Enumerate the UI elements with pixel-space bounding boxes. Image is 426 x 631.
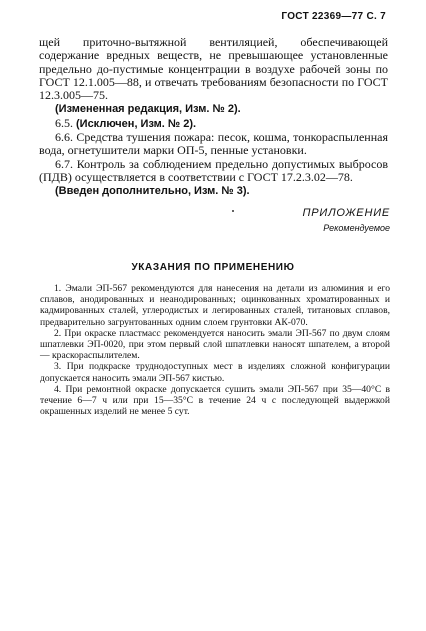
amendment-note — [39, 102, 388, 116]
addition-note — [39, 184, 388, 198]
main-text — [39, 36, 388, 199]
appendix-subtitle: Рекомендуемое — [323, 223, 390, 233]
paragraph-continuation: щей приточно-вытяжной вентиляцией, обеспечивающей содержание вредных веществ, не превышающее установленные предельно до-пустимые концентрации в воздухе рабочей зоны по ГОСТ 12.1.005—88, и отвечать требованиям безопасности по ГОСТ 12.3.005—75. — [39, 35, 388, 103]
instruction-item: 2. При окраске пластмасс рекомендуется наносить эмали ЭП-567 по двум слоям шпатлевки ЭП-0020, при этом первый слой шпатлевки наносят шпателем, а второй — краскораспылителем. — [40, 327, 390, 362]
appendix-title: ПРИЛОЖЕНИЕ — [302, 207, 390, 219]
clause-6-5-text: (Исключен, Изм. № 2). — [76, 117, 197, 130]
instructions-list — [40, 283, 390, 417]
section-title: УКАЗАНИЯ ПО ПРИМЕНЕНИЮ — [131, 262, 295, 273]
clause-6-5 — [39, 117, 388, 131]
clause-6-7: 6.7. Контроль за соблюдением предельно допустимых выбросов (ПДВ) осуществляется в соответствии с ГОСТ 17.2.3.02—78. — [39, 156, 388, 184]
instruction-item: 4. При ремонтной окраске допускается сушить эмали ЭП-567 при 35—40°С в течение 6—7 ч или при 15—35°С в течение 24 ч с последующей выдержкой окрашенных изделий не менее 5 сут. — [40, 383, 390, 418]
amendment-note-text: (Измененная редакция, Изм. № 2). — [55, 103, 241, 116]
instruction-item: 1. Эмали ЭП-567 рекомендуются для нанесения на детали из алюминия и его сплавов, анодированных и неанодированных; оцинкованных хроматированных и кадмированных сталей, углеродистых и легированных сталей, титановых сплавов, предварительно загрунтованных одним слоем грунтовки АК-070. — [40, 283, 390, 328]
page-header: ГОСТ 22369—77 С. 7 — [281, 11, 386, 22]
clause-6-5-number: 6.5. — [55, 115, 73, 130]
addition-note-text: (Введен дополнительно, Изм. № 3). — [55, 185, 250, 198]
clause-6-6: 6.6. Средства тушения пожара: песок, кошма, тонкораспыленная вода, огнетушители марки ОП-5, пенные установки. — [39, 130, 388, 158]
instruction-item: 3. При подкраске труднодоступных мест в изделиях сложной конфигурации допускается наносить эмали ЭП-567 кистью. — [40, 361, 390, 384]
appendix-heading — [303, 207, 390, 233]
stray-mark — [232, 210, 234, 212]
